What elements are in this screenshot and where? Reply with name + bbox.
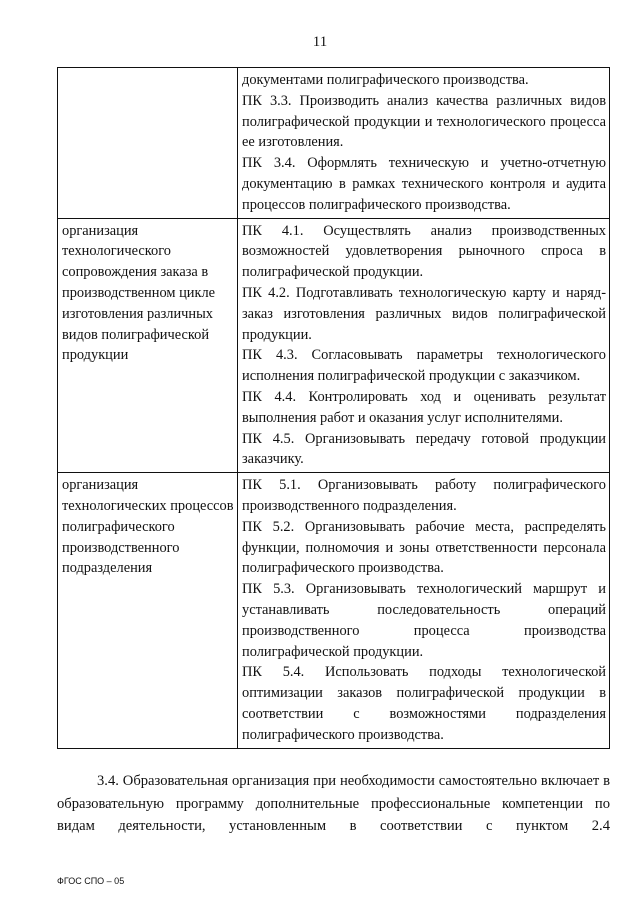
- competency-item: ПК 3.3. Производить анализ качества различных видов полиграфической продукции и технологического процесса ее изготовления.: [242, 92, 606, 151]
- competency-item: ПК 4.1. Осуществлять анализ производственных возможностей удовлетворения рыночного спроса в полиграфической продукции.: [242, 222, 606, 281]
- activity-cell: организация технологического сопровождения заказа в производственном цикле изготовления различных видов полиграфической продукции: [58, 218, 238, 473]
- competency-item: ПК 4.4. Контролировать ход и оценивать результат выполнения работ и оказания услуг исполнителями.: [242, 388, 606, 426]
- competency-item: документами полиграфического производства.: [242, 72, 529, 88]
- table-row: [58, 68, 610, 219]
- body-paragraph: 3.4. Образовательная организация при необходимости самостоятельно включает в образовательную программу дополнительные профессиональные компетенции по видам деятельности, установленным в соответствии с пунктом 2.4: [57, 773, 610, 834]
- competency-item: ПК 5.1. Организовывать работу полиграфического производственного подразделения.: [242, 477, 606, 514]
- activity-cell: организация технологических процессов полиграфического производственного подразделения: [58, 473, 238, 748]
- competency-item: ПК 5.4. Использовать подходы технологической оптимизации заказов полиграфической продукции в соответствии с возможностями подразделения полиграфического производства.: [242, 664, 606, 743]
- competency-cell: [238, 473, 610, 748]
- table-row: [58, 473, 610, 748]
- page-number: 11: [312, 34, 328, 50]
- competency-item: ПК 4.3. Согласовывать параметры технологического исполнения полиграфической продукции с заказчиком.: [242, 347, 606, 385]
- competency-item: ПК 4.2. Подготавливать технологическую карту и наряд-заказ изготовления различных видов полиграфической продукции.: [242, 284, 606, 343]
- footer-label: ФГОС СПО – 05: [57, 876, 125, 886]
- competency-item: ПК 3.4. Оформлять техническую и учетно-отчетную документацию в рамках технического контроля и аудита процессов полиграфического производства.: [242, 155, 606, 213]
- competency-item: ПК 5.3. Организовывать технологический маршрут и устанавливать последовательность операций производственного процесса производства полиграфической продукции.: [242, 581, 606, 660]
- table-row: [58, 218, 610, 473]
- competency-cell: [238, 218, 610, 473]
- competency-item: ПК 5.2. Организовывать рабочие места, распределять функции, полномочия и зоны ответственности персонала полиграфического производства.: [242, 518, 606, 577]
- activity-cell: [58, 68, 238, 219]
- competency-table: [57, 67, 610, 749]
- competency-item: ПК 4.5. Организовывать передачу готовой продукции заказчику.: [242, 430, 606, 468]
- competency-cell: [238, 68, 610, 219]
